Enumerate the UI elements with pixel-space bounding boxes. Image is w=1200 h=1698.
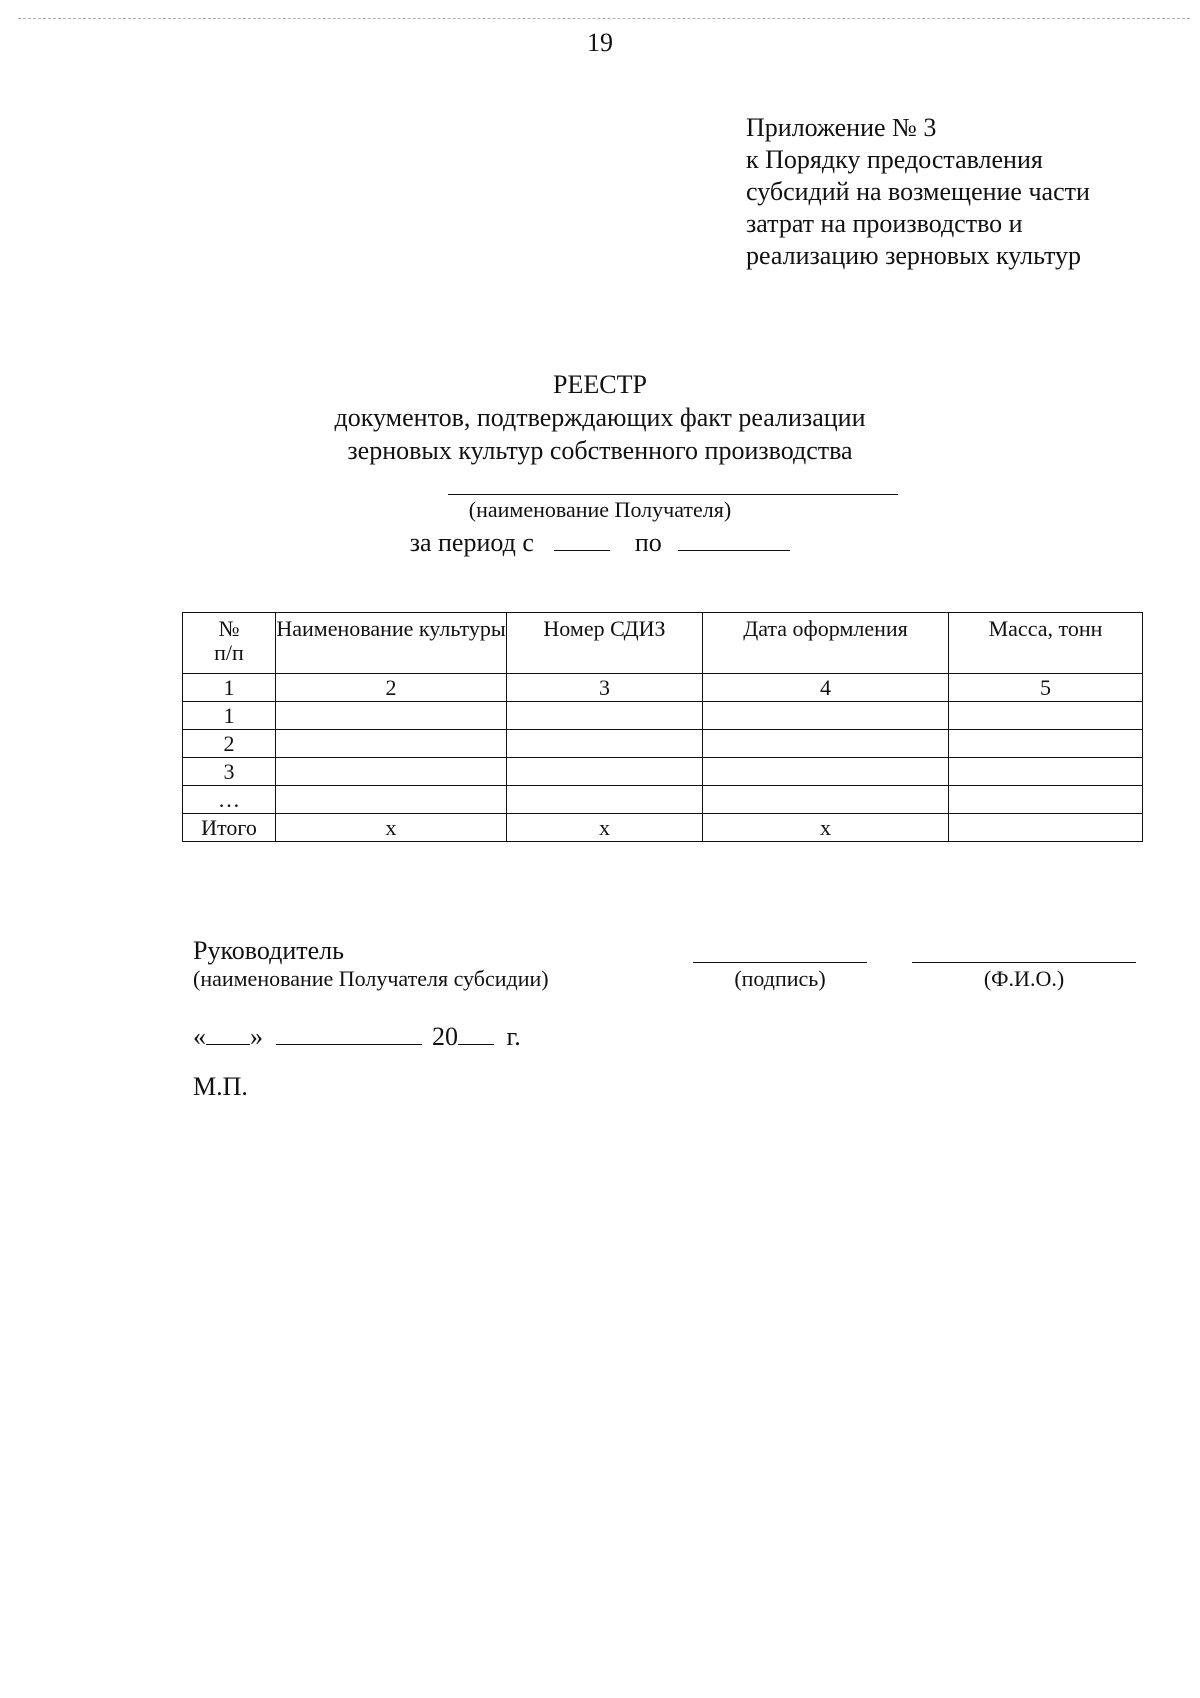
table-row-column-numbers xyxy=(183,674,1143,702)
table-cell xyxy=(703,730,949,758)
table-cell xyxy=(507,730,703,758)
appendix-note xyxy=(746,112,1090,272)
year-prefix: 20 xyxy=(432,1022,458,1051)
recipient-name-field[interactable] xyxy=(448,494,898,495)
table-cell: … xyxy=(183,786,276,814)
recipient-caption: (наименование Получателя) xyxy=(468,497,732,522)
table-cell xyxy=(949,786,1143,814)
period-to-label: по xyxy=(634,528,662,557)
title-heading: РЕЕСТР xyxy=(553,370,647,399)
column-header-sdiz-number: Номер СДИЗ xyxy=(507,613,703,674)
period-from-field[interactable] xyxy=(554,528,610,551)
date-line xyxy=(193,1022,521,1052)
table-cell xyxy=(276,730,507,758)
appendix-line: Приложение № 3 xyxy=(746,113,937,142)
head-caption: (наименование Получателя субсидии) xyxy=(193,966,549,991)
month-field[interactable] xyxy=(276,1022,422,1045)
appendix-line: к Порядку предоставления xyxy=(746,145,1043,174)
table-cell: 1 xyxy=(183,674,276,702)
appendix-line: субсидий на возмещение части xyxy=(746,177,1090,206)
table-row xyxy=(183,758,1143,786)
signature-field[interactable] xyxy=(693,962,867,963)
table-cell: х xyxy=(703,814,949,842)
date-close-quote: » xyxy=(250,1022,263,1051)
table-cell: 1 xyxy=(183,702,276,730)
signature-caption: (подпись) xyxy=(734,966,826,991)
table-cell xyxy=(949,702,1143,730)
full-name-field[interactable] xyxy=(912,962,1136,963)
table-cell: 3 xyxy=(507,674,703,702)
table-row xyxy=(183,786,1143,814)
table-cell: 4 xyxy=(703,674,949,702)
column-header-mass: Масса, тонн xyxy=(949,613,1143,674)
appendix-line: реализацию зерновых культур xyxy=(746,241,1082,270)
table-row xyxy=(183,730,1143,758)
table-cell xyxy=(276,786,507,814)
head-title: Руководитель xyxy=(193,936,344,965)
table-cell xyxy=(949,730,1143,758)
stamp-place: М.П. xyxy=(193,1072,248,1101)
period-prefix: за период с xyxy=(409,528,534,557)
table-cell: х xyxy=(276,814,507,842)
date-open-quote: « xyxy=(193,1022,206,1051)
registry-table xyxy=(182,612,1143,842)
table-cell xyxy=(949,814,1143,842)
table-cell xyxy=(703,702,949,730)
column-header-number: № п/п xyxy=(183,613,276,674)
table-row xyxy=(183,702,1143,730)
appendix-line: затрат на производство и xyxy=(746,209,1023,238)
table-cell xyxy=(703,758,949,786)
table-header-row xyxy=(183,613,1143,674)
full-name-caption: (Ф.И.О.) xyxy=(983,966,1065,991)
table-cell xyxy=(276,702,507,730)
year-field[interactable] xyxy=(458,1022,494,1045)
table-cell xyxy=(507,786,703,814)
page-number: 19 xyxy=(587,28,613,57)
table-cell: х xyxy=(507,814,703,842)
period-line xyxy=(0,528,1200,558)
title-line: документов, подтверждающих факт реализации xyxy=(334,403,866,432)
table-row-total xyxy=(183,814,1143,842)
document-title xyxy=(0,368,1200,467)
table-cell xyxy=(507,702,703,730)
table-cell: 2 xyxy=(276,674,507,702)
table-cell: 3 xyxy=(183,758,276,786)
page-top-border xyxy=(18,18,1190,19)
column-header-issue-date: Дата оформления xyxy=(703,613,949,674)
year-suffix: г. xyxy=(506,1022,521,1051)
table-cell xyxy=(276,758,507,786)
table-cell xyxy=(703,786,949,814)
day-field[interactable] xyxy=(206,1022,250,1045)
table-cell: Итого xyxy=(183,814,276,842)
table-cell xyxy=(949,758,1143,786)
table-cell: 5 xyxy=(949,674,1143,702)
column-header-crop-name: Наименование культуры xyxy=(276,613,507,674)
table-cell xyxy=(507,758,703,786)
table-cell: 2 xyxy=(183,730,276,758)
period-to-field[interactable] xyxy=(678,528,790,551)
title-line: зерновых культур собственного производства xyxy=(347,436,853,465)
